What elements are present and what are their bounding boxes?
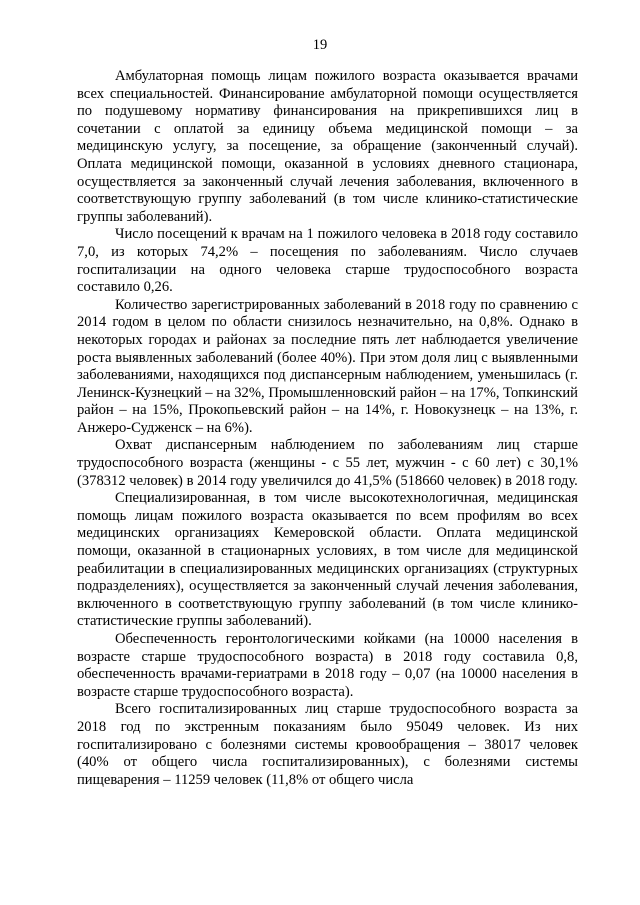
page-number: 19 [312,37,328,53]
paragraph-visits: Число посещений к врачам на 1 пожилого человека в 2018 году составило 7,0, из которых 74,2% – посещения по заболеваниям. Число случаев госпитализации на одного человека старше трудоспособного возраста составило 0,26. [77,226,578,296]
paragraph-dispensary-coverage: Охват диспансерным наблюдением по заболеваниям лиц старше трудоспособного возраста (женщины - с 55 лет, мужчин - с 60 лет) с 30,1% (378312 человек) в 2014 году увеличился до 41,5% (518660 человек) в 2018 году. [77,437,578,489]
paragraph-registered-diseases: Количество зарегистрированных заболеваний в 2018 году по сравнению с 2014 годом в целом по области снизилось незначительно, на 0,8%. Однако в некоторых городах и районах за последние пять лет наблюдается увеличение роста выявленных заболеваний (более 40%). При этом доля лиц с выявленными заболеваниями, находящихся под диспансерным наблюдением, уменьшилась (г. Ленинск-Кузнецкий – на 32%, Промышленновский район – на 17%, Топкинский район – на 15%, Прокопьевский район – на 14%, г. Новокузнецк – на 13%, г. Анжеро-Судженск – на 6%). [77,296,578,436]
paragraph-specialized-care: Специализированная, в том числе высокотехнологичная, медицинская помощь лицам пожилого возраста оказывается по всем профилям во всех медицинских организациях Кемеровской области. Оплата медицинской помощи, оказанной в стационарных условиях, в том числе для медицинской реабилитации в специализированных медицинских организациях (структурных подразделениях), осуществляется за законченный случай лечения заболевания, включенного в соответствующую группу заболеваний (в том числе клинико-статистические группы заболеваний). [77,490,578,630]
paragraph-hospitalizations: Всего госпитализированных лиц старше трудоспособного возраста за 2018 год по экстренным показаниям было 95049 человек. Из них госпитализировано с болезнями системы кровообращения – 38017 человек (40% от общего числа госпитализированных), с болезнями системы пищеварения – 11259 человек (11,8% от общего числа [77,701,578,788]
body-text [77,68,578,789]
paragraph-gerontology-beds: Обеспеченность геронтологическими койками (на 10000 населения в возрасте старше трудоспособного возраста) в 2018 году составила 0,8, обеспеченность врачами-гериатрами в 2018 году – 0,07 (на 10000 населения в возрасте старше трудоспособного возраста). [77,631,578,700]
paragraph-outpatient-care: Амбулаторная помощь лицам пожилого возраста оказывается врачами всех специальностей. Финансирование амбулаторной помощи осуществляется по подушевому нормативу финансирования на прикрепившихся лиц в сочетании с оплатой за единицу объема медицинской помощи – за медицинскую услугу, за посещение, за обращение (законченный случай). Оплата медицинской помощи, оказанной в условиях дневного стационара, осуществляется за законченный случай лечения заболевания, включенного в соответствующую группу заболеваний (в том числе клинико-статистические группы заболеваний). [77,68,578,225]
